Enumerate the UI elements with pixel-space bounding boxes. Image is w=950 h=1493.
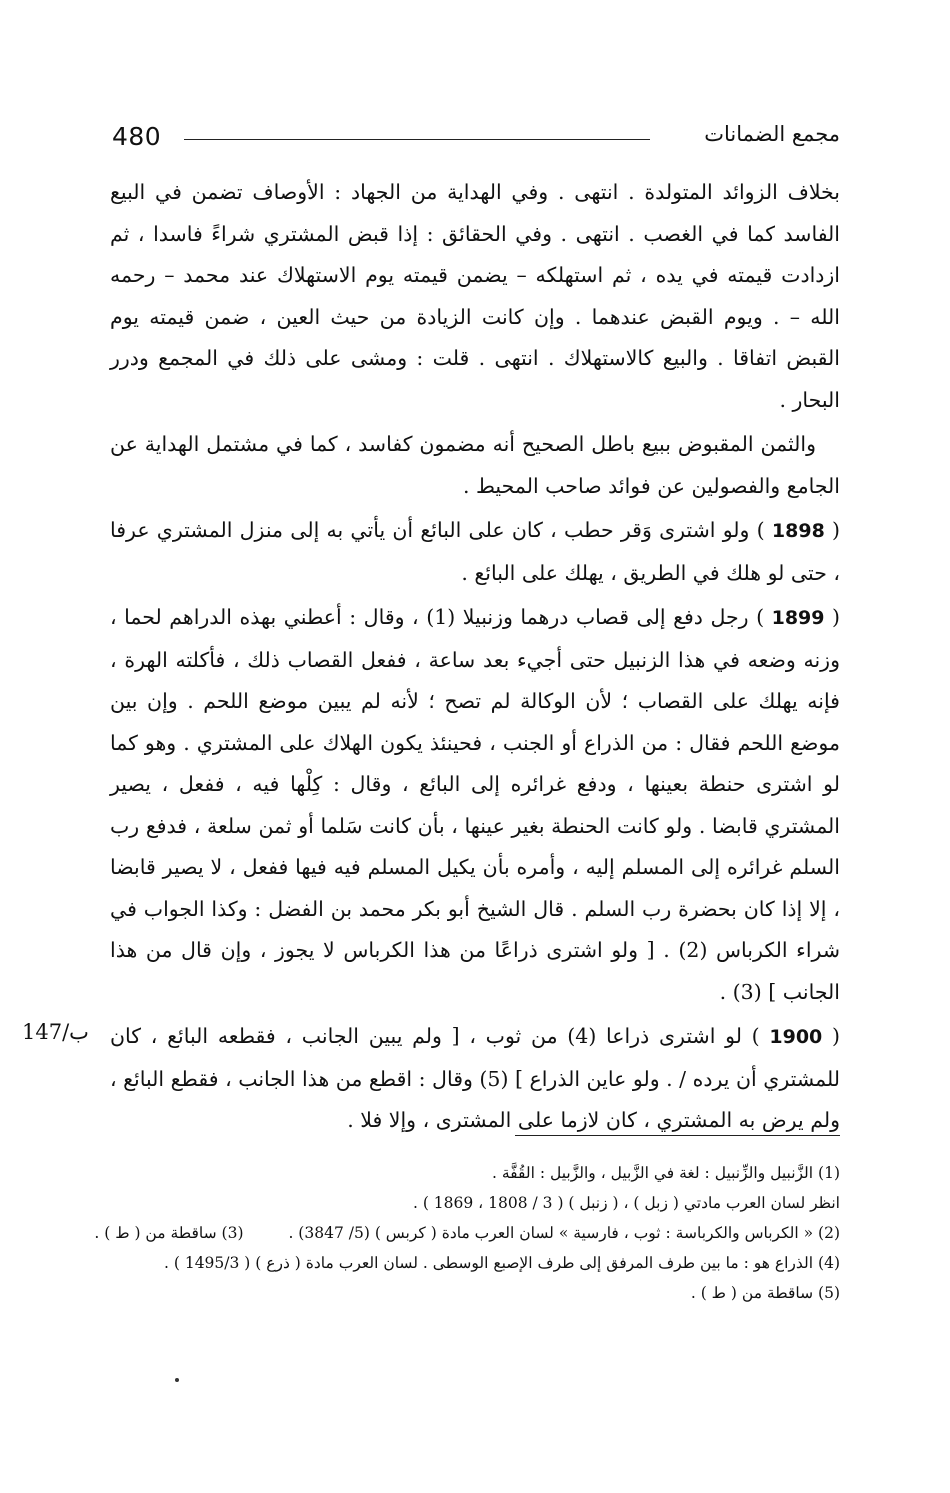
numbered-paragraph: ( 1900 ) لو اشترى ذراعا (4) من ثوب ، [ ولم يبين الجانب ، فقطعه البائع ، كان للمشتري أن يرده / . ولو عاين الذراع ] (5) وقال : اقطع من هذا الجانب ، فقطع البائع ، ولم يرض به المشتري ، كان لازما على المشترى ، وإلا فلا . [110,1024,840,1132]
main-text [110,172,840,1145]
item-number: 1899 [771,607,825,629]
numbered-paragraph: ( 1898 ) ولو اشترى وَقر حطب ، كان على البائع أن يأتي به إلى منزل المشتري عرفا ، حتى لو هلك في الطريق ، يهلك على البائع . [110,518,841,585]
footnotes [94,1158,840,1308]
numbered-paragraph: ( 1899 ) رجل دفع إلى قصاب درهما وزنبيلا (1) ، وقال : أعطني بهذه الدراهم لحما ، وزنه وضعه في هذا الزنبيل حتى أجيء بعد ساعة ، ففعل القصاب ذلك ، فأكلته الهرة ، فإنه يهلك على القصاب ؛ لأن الوكالة لم تصح ؛ لأنه لم يبين موضع اللحم . وإن بين موضع اللحم فقال : من الذراع أو الجنب ، فحينئذ يكون الهلاك على المشتري . وهو كما لو اشترى حنطة بعينها ، ودفع غرائره إلى البائع ، وقال : كِلْها فيه ، ففعل ، يصير المشتري قابضا . ولو كانت الحنطة بغير عينها ، بأن كانت سَلما أو ثمن سلعة ، فدفع رب السلم غرائره إلى المسلم إليه ، وأمره بأن يكيل المسلم فيه فيها ففعل ، لا يصير قابضا ، إلا إذا كان بحضرة رب السلم . قال الشيخ أبو بكر محمد بن الفضل : وكذا الجواب في شراء الكرباس (2) . [ ولو اشترى ذراعًا من هذا الكرباس لا يجوز ، وإن قال من هذا الجانب ] (3) . [110,605,841,1004]
footnote-3: (3) ساقطة من ( ط ) . [94,1224,244,1242]
footnote-1-source: انظر لسان العرب مادتي ( زبل ) ، ( زنبل ) ( 3 / 1808 ، 1869 ) . [412,1194,840,1212]
item-number: 1898 [771,520,825,542]
page-number: 480 [112,122,162,151]
item-number: 1900 [769,1026,823,1048]
footnote-2-3-line [94,1218,840,1248]
paragraph-text: لو اشترى ذراعا (4) من ثوب ، [ ولم يبين الجانب ، فقطعه البائع ، كان للمشتري أن يرده / . ولو عاين الذراع ] (5) وقال : اقطع من هذا الجانب ، فقطع البائع ، ولم يرض به المشتري ، كان لازما على المشترى ، وإلا فلا . [110,1024,840,1132]
paragraph-text: والثمن المقبوض ببيع باطل الصحيح أنه مضمون كفاسد ، كما في مشتمل الهداية عن الجامع والفصولين عن فوائد صاحب المحيط . [110,432,840,498]
paragraph [110,424,840,507]
running-title: مجمع الضمانات [704,122,840,146]
paragraph [110,172,840,421]
header-rule [184,139,650,140]
stray-mark [175,1378,179,1382]
paragraph-text: بخلاف الزوائد المتولدة . انتهى . وفي الهداية من الجهاد : الأوصاف تضمن في البيع الفاسد كما في الغصب . انتهى . وفي الحقائق : إذا قبض المشتري شراءً فاسدا ، ثم ازدادت قيمته في يده ، ثم استهلكه – يضمن قيمته يوم الاستهلاك عند محمد – رحمه الله – . ويوم القبض عندهما . وإن كانت الزيادة من حيث العين ، ضمن قيمته يوم القبض اتفاقا . والبيع كالاستهلاك . انتهى . قلت : ومشى على ذلك في المجمع ودرر البحار . [110,180,840,412]
footnote-5: (5) ساقطة من ( ط ) . [690,1284,840,1302]
footnote-1: (1) الزَّنبيل والزِّنبيل : لغة في الزَّبيل ، والزَّبيل : القُفَّة . [492,1164,840,1182]
margin-folio-note: 147/ب [22,1020,89,1044]
paragraph-text: رجل دفع إلى قصاب درهما وزنبيلا (1) ، وقال : أعطني بهذه الدراهم لحما ، وزنه وضعه في هذا الزنبيل حتى أجيء بعد ساعة ، ففعل القصاب ذلك ، فأكلته الهرة ، فإنه يهلك على القصاب ؛ لأن الوكالة لم تصح ؛ لأنه لم يبين موضع اللحم . وإن بين موضع اللحم فقال : من الذراع أو الجنب ، فحينئذ يكون الهلاك على المشتري . وهو كما لو اشترى حنطة بعينها ، ودفع غرائره إلى البائع ، وقال : كِلْها فيه ، ففعل ، يصير المشتري قابضا . ولو كانت الحنطة بغير عينها ، بأن كانت سَلما أو ثمن سلعة ، فدفع رب السلم غرائره إلى المسلم إليه ، وأمره بأن يكيل المسلم فيه فيها ففعل ، لا يصير قابضا ، إلا إذا كان بحضرة رب السلم . قال الشيخ أبو بكر محمد بن الفضل : وكذا الجواب في شراء الكرباس (2) . [ ولو اشترى ذراعًا من هذا الكرباس لا يجوز ، وإن قال من هذا الجانب ] (3) . [110,605,840,1004]
footnote-4: (4) الذراع هو : ما بين طرف المرفق إلى طرف الإصبع الوسطى . لسان العرب مادة ( ذرع ) ( 1495/3 ) . [164,1254,840,1272]
footnote-rule [515,1135,840,1136]
footnote-2: (2) « الكرباس والكرباسة : ثوب ، فارسية » لسان العرب مادة ( كربس ) (5/ 3847) . [288,1224,840,1242]
paragraph-text: ولو اشترى وَقر حطب ، كان على البائع أن يأتي به إلى منزل المشتري عرفا ، حتى لو هلك في الطريق ، يهلك على البائع . [110,518,840,585]
page-header [112,120,840,160]
